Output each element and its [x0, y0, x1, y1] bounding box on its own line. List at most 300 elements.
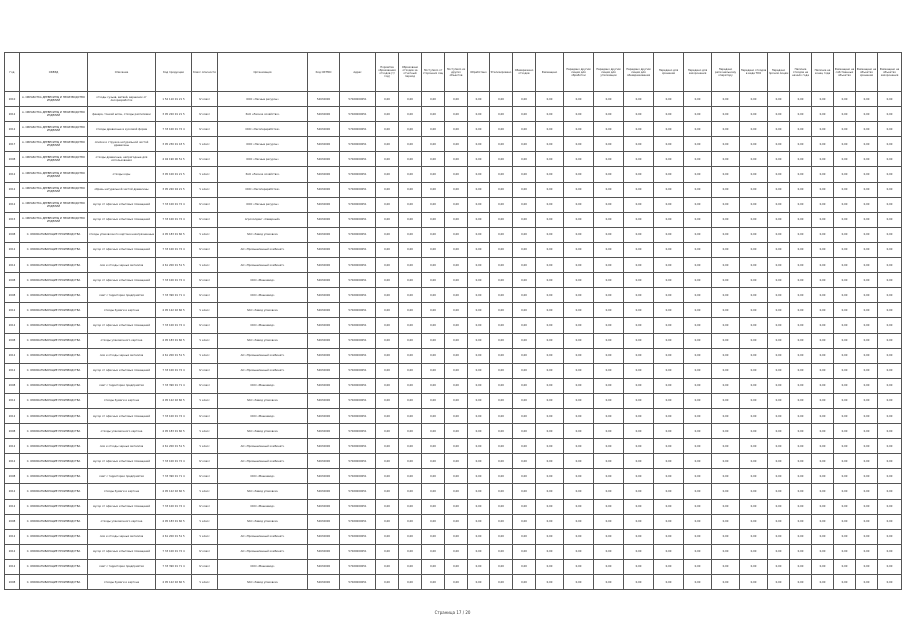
- table-cell: 4 05 183 01 60 5: [156, 227, 192, 242]
- table-cell: 0,00: [624, 408, 654, 423]
- table-cell: ООО «Лесопереработка»: [218, 122, 308, 137]
- table-cell: 54632000: [308, 559, 340, 574]
- table-cell: 54632000: [308, 212, 340, 227]
- table-cell: 0,00: [399, 197, 422, 212]
- table-cell: 0,00: [399, 92, 422, 107]
- table-cell: 0,00: [878, 424, 902, 439]
- table-cell: 0,00: [790, 242, 812, 257]
- table-cell: 0,00: [740, 107, 768, 122]
- table-cell: 2017: [5, 137, 20, 152]
- table-cell: 0,00: [536, 258, 564, 273]
- table-cell: 0,00: [513, 333, 536, 348]
- table-cell: V класс: [192, 575, 218, 590]
- table-row: [5, 499, 902, 514]
- table-cell: 0,00: [790, 575, 812, 590]
- table-cell: 0,00: [684, 439, 712, 454]
- table-cell: 0,00: [490, 575, 513, 590]
- table-cell: 0,00: [856, 378, 878, 393]
- table-cell: 57020000051: [340, 363, 376, 378]
- column-header: Передано прочим лицам: [768, 53, 790, 92]
- table-cell: 57020000051: [340, 288, 376, 303]
- table-cell: 54632000: [308, 122, 340, 137]
- table-cell: 0,00: [513, 424, 536, 439]
- table-cell: 0,00: [654, 484, 684, 499]
- table-cell: 0,00: [376, 333, 399, 348]
- table-cell: 0,00: [856, 197, 878, 212]
- table-cell: 0,00: [445, 408, 468, 423]
- table-cell: 0,00: [399, 288, 422, 303]
- table-cell: 0,00: [790, 92, 812, 107]
- table-row: [5, 197, 902, 212]
- table-cell: 0,00: [536, 92, 564, 107]
- table-cell: 0,00: [594, 363, 624, 378]
- table-cell: 0,00: [878, 318, 902, 333]
- table-cell: 0,00: [536, 363, 564, 378]
- table-cell: 0,00: [654, 424, 684, 439]
- table-cell: 0,00: [594, 92, 624, 107]
- table-cell: 0,00: [812, 469, 834, 484]
- table-cell: С. ОБРАБАТЫВАЮЩИЕ ПРОИЗВОДСТВА: [20, 333, 88, 348]
- table-cell: 0,00: [878, 152, 902, 167]
- table-cell: 0,00: [513, 575, 536, 590]
- table-cell: 0,00: [513, 273, 536, 288]
- table-cell: ООО «Лесные ресурсы»: [218, 137, 308, 152]
- table-cell: 1 52 110 01 21 5: [156, 92, 192, 107]
- table-cell: 0,00: [468, 514, 490, 529]
- table-row: [5, 544, 902, 559]
- table-cell: 0,00: [624, 242, 654, 257]
- table-cell: 0,00: [468, 197, 490, 212]
- table-cell: 0,00: [376, 348, 399, 363]
- table-cell: фанера, тонкий шпон, отходы распиловки: [88, 107, 156, 122]
- table-cell: 0,00: [399, 454, 422, 469]
- table-cell: 0,00: [684, 499, 712, 514]
- table-cell: 0,00: [624, 258, 654, 273]
- table-cell: 0,00: [624, 107, 654, 122]
- table-cell: 0,00: [468, 92, 490, 107]
- table-cell: 57020000051: [340, 333, 376, 348]
- table-cell: ООО «Лесные ресурсы»: [218, 152, 308, 167]
- table-cell: ООО «Машзавод»: [218, 378, 308, 393]
- table-cell: 0,00: [445, 469, 468, 484]
- table-cell: С. ОБРАБАТЫВАЮЩИЕ ПРОИЗВОДСТВА: [20, 273, 88, 288]
- table-cell: 0,00: [564, 273, 594, 288]
- table-row: [5, 514, 902, 529]
- table-cell: 0,00: [856, 439, 878, 454]
- table-cell: 0,00: [740, 454, 768, 469]
- table-cell: IV класс: [192, 197, 218, 212]
- table-cell: 0,00: [768, 559, 790, 574]
- table-cell: 0,00: [768, 227, 790, 242]
- table-cell: 0,00: [399, 378, 422, 393]
- table-cell: 0,00: [376, 393, 399, 408]
- table-cell: 0,00: [422, 333, 445, 348]
- table-cell: лом и отходы черных металлов: [88, 258, 156, 273]
- table-cell: 0,00: [376, 212, 399, 227]
- table-body: [5, 92, 902, 590]
- table-cell: 0,00: [445, 152, 468, 167]
- table-cell: 4 61 200 01 51 5: [156, 529, 192, 544]
- table-cell: А. ОБРАБОТКА ДРЕВЕСИНЫ И ПРОИЗВОДСТВО ИЗДЕЛИЙ: [20, 122, 88, 137]
- table-cell: 0,00: [812, 107, 834, 122]
- table-cell: 0,00: [712, 529, 740, 544]
- table-cell: 0,00: [624, 454, 654, 469]
- table-cell: 0,00: [513, 107, 536, 122]
- table-cell: лом и отходы черных металлов: [88, 529, 156, 544]
- table-cell: 4 05 122 02 60 5: [156, 393, 192, 408]
- table-cell: 0,00: [740, 529, 768, 544]
- table-cell: 0,00: [399, 544, 422, 559]
- table-cell: 0,00: [594, 212, 624, 227]
- table-cell: 0,00: [376, 499, 399, 514]
- table-cell: 57020000051: [340, 227, 376, 242]
- table-row: [5, 303, 902, 318]
- table-cell: 0,00: [422, 258, 445, 273]
- table-cell: 0,00: [376, 529, 399, 544]
- table-cell: 0,00: [812, 559, 834, 574]
- table-cell: 0,00: [712, 499, 740, 514]
- table-cell: 0,00: [812, 499, 834, 514]
- table-cell: 0,00: [422, 242, 445, 257]
- table-cell: 0,00: [594, 242, 624, 257]
- table-row: [5, 137, 902, 152]
- table-cell: 0,00: [812, 363, 834, 378]
- table-cell: 0,00: [878, 529, 902, 544]
- table-cell: 0,00: [399, 348, 422, 363]
- table-cell: 2008: [5, 378, 20, 393]
- table-cell: 0,00: [856, 469, 878, 484]
- table-cell: опилки и стружка натуральной чистой древесины: [88, 137, 156, 152]
- table-cell: 0,00: [654, 318, 684, 333]
- table-cell: 0,00: [536, 212, 564, 227]
- table-cell: 0,00: [654, 288, 684, 303]
- table-cell: 0,00: [856, 408, 878, 423]
- table-cell: 0,00: [856, 559, 878, 574]
- table-cell: 0,00: [468, 575, 490, 590]
- table-cell: 0,00: [468, 484, 490, 499]
- table-cell: 0,00: [594, 152, 624, 167]
- table-cell: 0,00: [624, 182, 654, 197]
- table-cell: 0,00: [445, 197, 468, 212]
- table-cell: 0,00: [654, 439, 684, 454]
- table-cell: 2012: [5, 559, 20, 574]
- table-cell: 0,00: [834, 197, 856, 212]
- table-cell: IV класс: [192, 212, 218, 227]
- table-cell: 0,00: [878, 378, 902, 393]
- table-cell: 0,00: [790, 559, 812, 574]
- table-cell: 0,00: [654, 333, 684, 348]
- table-cell: 2012: [5, 167, 20, 182]
- table-cell: 0,00: [468, 454, 490, 469]
- table-cell: 0,00: [536, 408, 564, 423]
- table-cell: 0,00: [878, 454, 902, 469]
- table-cell: 0,00: [376, 318, 399, 333]
- table-cell: 0,00: [422, 378, 445, 393]
- table-cell: 0,00: [490, 212, 513, 227]
- table-cell: 0,00: [513, 439, 536, 454]
- table-cell: 54632000: [308, 575, 340, 590]
- table-cell: 0,00: [468, 182, 490, 197]
- table-cell: 0,00: [376, 152, 399, 167]
- table-cell: 0,00: [564, 303, 594, 318]
- table-cell: 54632000: [308, 318, 340, 333]
- table-cell: 0,00: [399, 514, 422, 529]
- table-cell: 2012: [5, 242, 20, 257]
- table-cell: АО «Промышленный комбинат»: [218, 439, 308, 454]
- table-cell: 57020000051: [340, 303, 376, 318]
- table-cell: 0,00: [856, 499, 878, 514]
- table-cell: 0,00: [536, 529, 564, 544]
- table-cell: 0,00: [468, 107, 490, 122]
- table-cell: 0,00: [790, 152, 812, 167]
- table-cell: 0,00: [490, 469, 513, 484]
- table-cell: 57020000051: [340, 408, 376, 423]
- table-cell: 0,00: [812, 303, 834, 318]
- table-cell: 0,00: [564, 514, 594, 529]
- table-cell: мусор от офисных и бытовых помещений: [88, 318, 156, 333]
- table-cell: 0,00: [513, 529, 536, 544]
- table-cell: 57020000051: [340, 514, 376, 529]
- table-cell: 0,00: [376, 439, 399, 454]
- table-cell: 0,00: [712, 212, 740, 227]
- table-cell: 0,00: [422, 107, 445, 122]
- table-cell: 54632000: [308, 167, 340, 182]
- table-cell: 0,00: [468, 424, 490, 439]
- table-cell: 0,00: [790, 484, 812, 499]
- table-cell: 2008: [5, 288, 20, 303]
- table-cell: 0,00: [712, 484, 740, 499]
- table-row: [5, 348, 902, 363]
- table-row: [5, 424, 902, 439]
- table-cell: 0,00: [376, 469, 399, 484]
- table-cell: 0,00: [856, 288, 878, 303]
- table-cell: 0,00: [594, 529, 624, 544]
- table-cell: 0,00: [878, 544, 902, 559]
- table-cell: 57020000051: [340, 484, 376, 499]
- table-cell: 0,00: [684, 227, 712, 242]
- table-cell: 0,00: [654, 499, 684, 514]
- table-cell: 0,00: [812, 333, 834, 348]
- table-cell: 0,00: [812, 258, 834, 273]
- table-cell: АО «Промышленный комбинат»: [218, 544, 308, 559]
- table-cell: 54632000: [308, 288, 340, 303]
- table-cell: 0,00: [790, 544, 812, 559]
- table-cell: 0,00: [684, 122, 712, 137]
- column-header: Обезврежено отходов: [513, 53, 536, 92]
- table-cell: 0,00: [834, 378, 856, 393]
- table-cell: 0,00: [624, 167, 654, 182]
- table-cell: 0,00: [564, 424, 594, 439]
- table-cell: 54632000: [308, 469, 340, 484]
- table-cell: 0,00: [740, 273, 768, 288]
- table-cell: 7 33 100 01 72 4: [156, 212, 192, 227]
- table-cell: 0,00: [564, 122, 594, 137]
- table-cell: 0,00: [594, 258, 624, 273]
- table-cell: 0,00: [768, 393, 790, 408]
- table-cell: 0,00: [536, 378, 564, 393]
- table-cell: 0,00: [834, 393, 856, 408]
- table-cell: IV класс: [192, 288, 218, 303]
- table-cell: 0,00: [624, 348, 654, 363]
- table-cell: 0,00: [790, 424, 812, 439]
- table-cell: 0,00: [594, 439, 624, 454]
- table-cell: 0,00: [654, 212, 684, 227]
- table-cell: 0,00: [422, 122, 445, 137]
- table-cell: 0,00: [399, 227, 422, 242]
- table-cell: 0,00: [422, 469, 445, 484]
- table-cell: лом и отходы черных металлов: [88, 439, 156, 454]
- table-cell: 0,00: [490, 137, 513, 152]
- table-cell: 0,00: [856, 227, 878, 242]
- table-cell: 0,00: [445, 484, 468, 499]
- table-cell: V класс: [192, 227, 218, 242]
- table-cell: 0,00: [684, 333, 712, 348]
- table-cell: 0,00: [768, 529, 790, 544]
- table-cell: 0,00: [768, 499, 790, 514]
- table-cell: 0,00: [490, 122, 513, 137]
- table-cell: 0,00: [684, 424, 712, 439]
- table-cell: 0,00: [740, 378, 768, 393]
- table-cell: 0,00: [445, 122, 468, 137]
- table-cell: IV класс: [192, 242, 218, 257]
- table-cell: 0,00: [812, 242, 834, 257]
- table-cell: 0,00: [834, 408, 856, 423]
- table-cell: АО «Промышленный комбинат»: [218, 529, 308, 544]
- table-cell: 4 05 183 01 60 5: [156, 514, 192, 529]
- table-cell: 57020000051: [340, 348, 376, 363]
- table-cell: 0,00: [399, 182, 422, 197]
- table-cell: 0,00: [376, 484, 399, 499]
- table-cell: 0,00: [684, 363, 712, 378]
- table-cell: 0,00: [468, 137, 490, 152]
- table-cell: 7 33 100 01 72 4: [156, 242, 192, 257]
- table-cell: 0,00: [594, 424, 624, 439]
- table-cell: 0,00: [399, 439, 422, 454]
- table-cell: 54632000: [308, 544, 340, 559]
- table-cell: 0,00: [564, 258, 594, 273]
- table-cell: 0,00: [712, 363, 740, 378]
- table-cell: 0,00: [399, 484, 422, 499]
- table-cell: 0,00: [834, 575, 856, 590]
- table-cell: А. ОБРАБОТКА ДРЕВЕСИНЫ И ПРОИЗВОДСТВО ИЗДЕЛИЙ: [20, 167, 88, 182]
- table-cell: 0,00: [856, 454, 878, 469]
- table-cell: 0,00: [513, 197, 536, 212]
- table-cell: 0,00: [564, 348, 594, 363]
- table-cell: 0,00: [422, 348, 445, 363]
- table-cell: 0,00: [422, 499, 445, 514]
- table-cell: 57020000051: [340, 137, 376, 152]
- table-cell: 0,00: [445, 107, 468, 122]
- table-cell: лом и отходы черных металлов: [88, 348, 156, 363]
- table-cell: 0,00: [684, 107, 712, 122]
- table-cell: 0,00: [594, 107, 624, 122]
- table-cell: 0,00: [564, 544, 594, 559]
- column-header: Образовано отходов за отчетный период: [399, 53, 422, 92]
- table-cell: 0,00: [740, 363, 768, 378]
- table-cell: отходы упаковочного картона: [88, 333, 156, 348]
- table-cell: 0,00: [768, 424, 790, 439]
- table-cell: С. ОБРАБАТЫВАЮЩИЕ ПРОИЗВОДСТВА: [20, 227, 88, 242]
- table-cell: 0,00: [712, 469, 740, 484]
- table-cell: 0,00: [654, 514, 684, 529]
- table-cell: 0,00: [768, 363, 790, 378]
- table-cell: 0,00: [624, 544, 654, 559]
- column-header: Размещено на объектах хранения: [856, 53, 878, 92]
- table-cell: 2008: [5, 227, 20, 242]
- table-cell: IV класс: [192, 273, 218, 288]
- table-cell: 0,00: [654, 348, 684, 363]
- table-cell: 0,00: [654, 92, 684, 107]
- table-cell: 0,00: [684, 393, 712, 408]
- table-cell: 0,00: [445, 258, 468, 273]
- table-cell: 0,00: [768, 258, 790, 273]
- table-cell: 0,00: [856, 333, 878, 348]
- table-cell: 0,00: [624, 575, 654, 590]
- table-cell: А. ОБРАБОТКА ДРЕВЕСИНЫ И ПРОИЗВОДСТВО ИЗДЕЛИЙ: [20, 152, 88, 167]
- table-cell: 0,00: [624, 363, 654, 378]
- table-cell: 0,00: [712, 559, 740, 574]
- table-cell: 0,00: [712, 197, 740, 212]
- table-cell: IV класс: [192, 363, 218, 378]
- table-cell: 54632000: [308, 378, 340, 393]
- table-cell: 0,00: [834, 424, 856, 439]
- table-cell: 0,00: [856, 393, 878, 408]
- table-cell: 0,00: [812, 182, 834, 197]
- table-cell: 0,00: [399, 122, 422, 137]
- table-cell: IV класс: [192, 408, 218, 423]
- table-cell: V класс: [192, 514, 218, 529]
- table-cell: 0,00: [422, 514, 445, 529]
- table-cell: 0,00: [834, 348, 856, 363]
- table-cell: 0,00: [490, 182, 513, 197]
- table-cell: 0,00: [624, 137, 654, 152]
- table-cell: 0,00: [684, 197, 712, 212]
- table-cell: 0,00: [536, 227, 564, 242]
- table-cell: 0,00: [490, 454, 513, 469]
- table-cell: 0,00: [513, 182, 536, 197]
- table-cell: 0,00: [654, 575, 684, 590]
- table-cell: 0,00: [654, 182, 684, 197]
- column-header: Передано другим лицам для обезвреживания: [624, 53, 654, 92]
- table-cell: 0,00: [422, 273, 445, 288]
- table-cell: 0,00: [376, 92, 399, 107]
- table-cell: 0,00: [536, 348, 564, 363]
- table-cell: 0,00: [712, 227, 740, 242]
- table-cell: 0,00: [878, 227, 902, 242]
- table-cell: 2015: [5, 212, 20, 227]
- table-cell: 0,00: [422, 227, 445, 242]
- table-cell: 0,00: [536, 333, 564, 348]
- table-cell: 0,00: [445, 544, 468, 559]
- table-cell: 0,00: [654, 273, 684, 288]
- table-cell: 0,00: [834, 242, 856, 257]
- table-cell: 0,00: [490, 318, 513, 333]
- table-cell: 57020000051: [340, 152, 376, 167]
- table-cell: 0,00: [878, 242, 902, 257]
- table-cell: 0,00: [594, 484, 624, 499]
- table-cell: 0,00: [878, 137, 902, 152]
- table-cell: 7 33 100 01 72 4: [156, 273, 192, 288]
- table-row: [5, 107, 902, 122]
- table-cell: 0,00: [812, 122, 834, 137]
- table-cell: 0,00: [624, 393, 654, 408]
- table-cell: 0,00: [740, 469, 768, 484]
- table-cell: 7 33 100 01 72 4: [156, 499, 192, 514]
- table-cell: 0,00: [445, 439, 468, 454]
- table-cell: 0,00: [490, 242, 513, 257]
- table-cell: смет с территории предприятия: [88, 288, 156, 303]
- table-cell: 0,00: [445, 182, 468, 197]
